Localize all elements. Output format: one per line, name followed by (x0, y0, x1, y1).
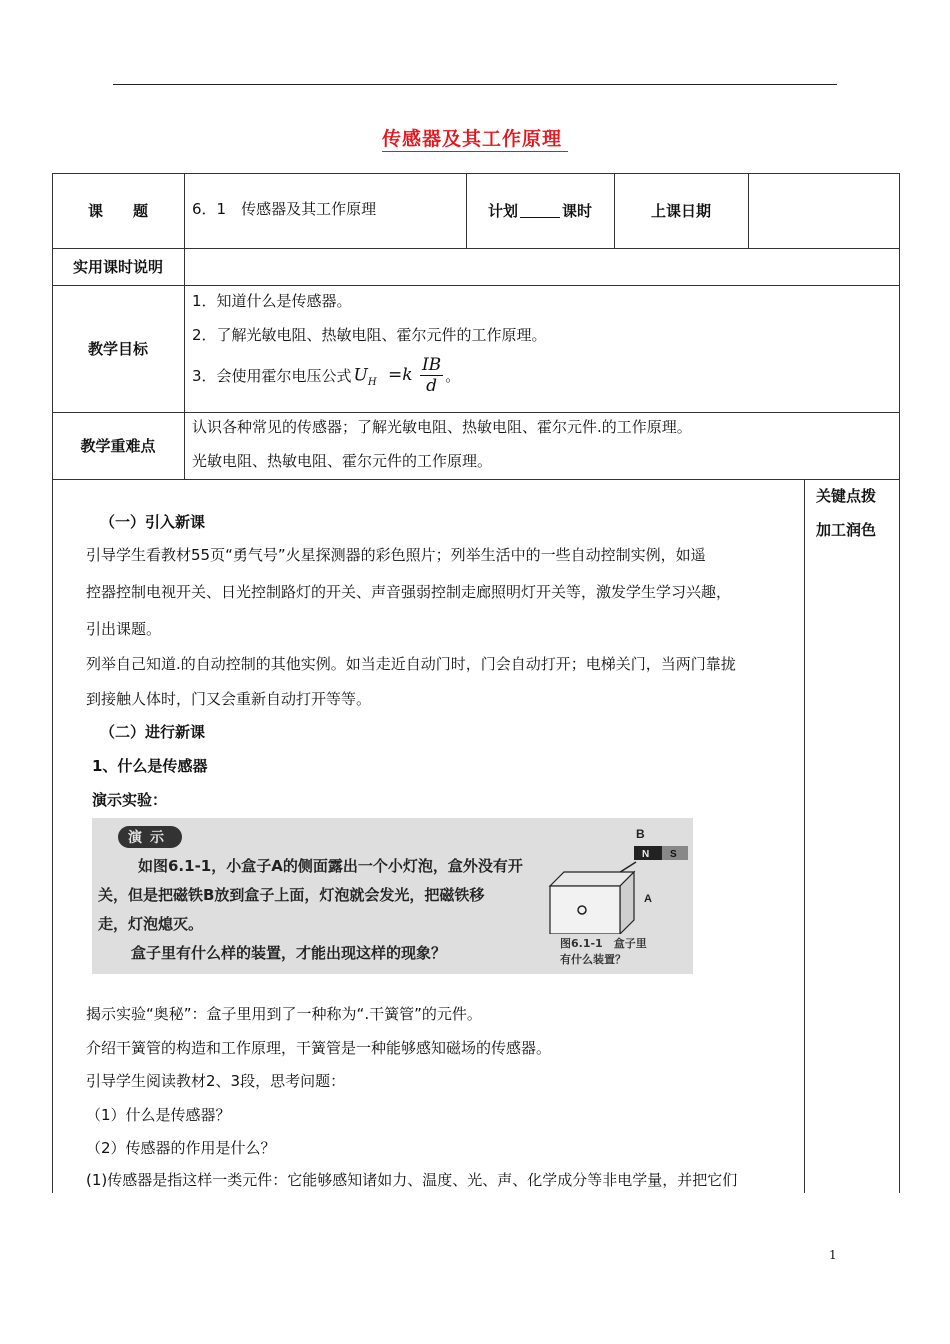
reveal-line: 揭示实验“奥秘”：盒子里用到了一种称为“.干簧管”的元件。 (86, 1005, 482, 1023)
question-1: （1）什么是传感器？ (86, 1106, 231, 1124)
plan-hours-blank (520, 203, 560, 218)
examples-line-2: 到接触人体时，门又会重新自动打开等等。 (86, 690, 372, 708)
demo-line: 走，灯泡熄灭。 (98, 915, 204, 933)
keypoints-line-2: 光敏电阻、热敏电阻、霍尔元件的工作原理。 (192, 452, 493, 470)
side-note-2: 加工润色 (816, 521, 877, 539)
intro-line-2: 控器控制电视开关、日光控制路灯的开关、声音强弱控制走廊照明灯开关等，激发学生学习兴趣， (86, 583, 732, 601)
demo-line: 盒子里有什么样的装置，才能出现这样的现象？ (116, 944, 447, 962)
magnet-s-label: S (670, 849, 677, 860)
goal-item-3-end: 。 (445, 366, 461, 385)
goal-item-3 (192, 355, 460, 397)
formula-sub: H (367, 376, 377, 388)
goal-item-1: 1．知道什么是传感器。 (192, 292, 352, 310)
plan-hours (466, 173, 614, 248)
topic-value: 6．1 传感器及其工作原理 (192, 200, 377, 218)
answer-1: (1)传感器是指这样一类元件：它能够感知诸如力、温度、光、声、化学成分等非电学量，并把它们 (86, 1171, 738, 1189)
demo-text (98, 852, 538, 968)
figure-caption (560, 936, 647, 968)
intro-line-1: 引导学生看教材55页“勇气号”火星探测器的彩色照片；列举生活中的一些自动控制实例，如遥 (86, 546, 706, 564)
formula-equals-k: =k (388, 365, 413, 386)
date-label: 上课日期 (650, 201, 711, 220)
page-number: 1 (829, 1248, 837, 1262)
intro-line-3: 引出课题。 (86, 620, 162, 638)
demo-label: 演示实验： (92, 791, 168, 809)
plan-prefix: 计划 (487, 201, 518, 220)
goal-item-3-text: 3．会使用霍尔电压公式 (192, 366, 352, 385)
caption-line: 图6.1-1 盒子里 (560, 937, 647, 950)
section1-heading: （一）引入新课 (100, 513, 206, 531)
document-title: 传感器及其工作原理 (0, 124, 950, 151)
table-col-divider (804, 479, 805, 1193)
section2-heading: （二）进行新课 (100, 723, 206, 741)
formula-numerator: IB (421, 355, 442, 375)
topic-label: 课 题 (87, 201, 148, 220)
demo-line: 关，但是把磁铁B放到盒子上面，灯泡就会发光，把磁铁移 (98, 886, 485, 904)
examples-line-1: 列举自己知道.的自动控制的其他实例。如当走近自动门时，门会自动打开；电梯关门，当两门靠拢 (86, 655, 736, 673)
table-row-divider (52, 479, 899, 480)
formula-u: U (353, 365, 368, 386)
magnet-label: B (636, 827, 645, 841)
goal-item-2: 2．了解光敏电阻、热敏电阻、霍尔元件的工作原理。 (192, 326, 547, 344)
reed-switch-line: 介绍干簧管的构造和工作原理，干簧管是一种能够感知磁场的传感器。 (86, 1039, 552, 1057)
plan-suffix: 课时 (562, 201, 593, 220)
reading-line: 引导学生阅读教材2、3段，思考问题： (86, 1072, 346, 1090)
practical-label: 实用课时说明 (72, 257, 163, 276)
side-note-1: 关键点拨 (816, 487, 877, 505)
goals-label: 教学目标 (87, 339, 148, 358)
table-col-divider (184, 173, 185, 479)
table-col-divider (748, 173, 749, 248)
demo-line: 如图6.1-1，小盒子A的侧面露出一个小灯泡，盒外没有开 (138, 857, 523, 875)
box-magnet-illustration (542, 824, 692, 934)
box-label: A (644, 893, 652, 905)
formula-denominator: d (426, 376, 438, 397)
question-2: （2）传感器的作用是什么？ (86, 1139, 276, 1157)
header-rule (113, 84, 837, 85)
keypoints-label: 教学重难点 (80, 436, 156, 455)
demo-badge: 演示 (118, 826, 182, 848)
keypoints-line-1: 认识各种常见的传感器；了解光敏电阻、热敏电阻、霍尔元件.的工作原理。 (192, 418, 692, 436)
caption-line: 有什么装置？ (560, 953, 626, 966)
hall-formula (354, 355, 446, 397)
formula-fraction (420, 355, 443, 397)
magnet-n-label: N (642, 849, 650, 860)
subsection-heading: 1、什么是传感器 (92, 757, 208, 775)
box-front (550, 886, 620, 934)
demo-figure (92, 818, 693, 974)
table-border-right (899, 173, 900, 1193)
